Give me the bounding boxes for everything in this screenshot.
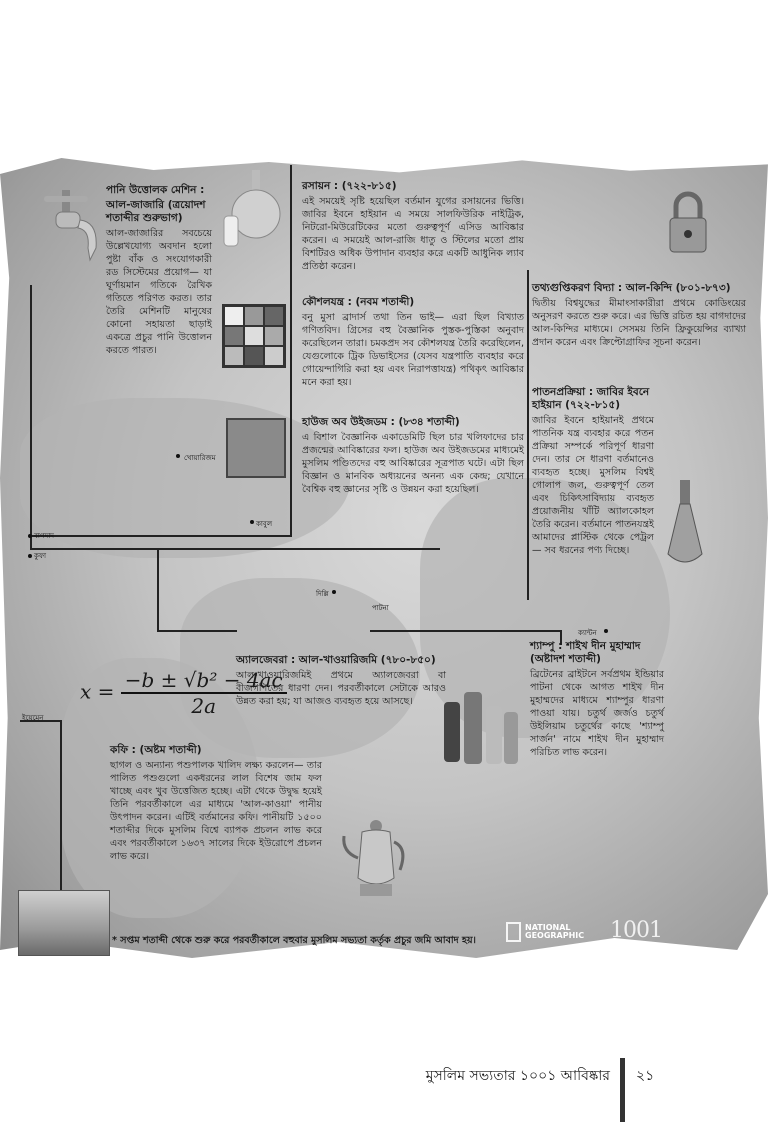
ng-logo-line1: NATIONAL [525,923,571,932]
water-tap-image [40,190,100,270]
bottles-image [440,682,522,768]
ng-logo-line2: GEOGRAPHIC [525,931,585,940]
1001-inventions-logo: 1001 [610,918,662,943]
shampoo-block [530,640,664,759]
place-delhi: দিল্লি [316,590,329,598]
distillation-body: জাবির ইবনে হাইয়ানই প্রথমে পাতনিক যন্ত্র ব্যবহার করে পতন প্রক্রিয়া সম্পর্কে পরিপূর্ণ ধারণা দেন। তার সে ধারণা বর্তমানেও ব্যবহৃত হচ্ছে। মুসলিম বিশ্বই গোলাপ জল, গুরুত্বপূর্ণ তেল এবং চিকিৎসাবিদ্যায় ব্যবহৃত প্রয়োজনীয় খাঁটি অ্যালকোহল তৈরি করেন। বর্তমানে পাতনযন্ত্রই আমাদের প্লাস্টিক থেকে পেট্রল— সব ধরনের পণ্য দিচ্ছে। [532,415,654,556]
place-canton: ক্যান্টন [578,629,597,637]
page-number: ২১ [636,1068,655,1084]
connector-line [30,535,292,537]
water-machine-body: আল-জাজারির সবচেয়ে উল্লেখযোগ্য অবদান হলো পুষ্টা বাঁক ও সংযোগকারী রড সিস্টেমের প্রয়োগ— যা ঘূর্ণায়মান গতিকে রৈখিক গতিতে পরিণত করত। তার তৈরি মেশিনটি মানুষের কোনো সহায়তা ছাড়াই একত্রে প্রচুর পানি উত্তোলন করতে পারত। [106,228,212,356]
algebra-title: অ্যালজেবরা : আল-খাওয়ারিজমি (৭৮০-৮৫০) [236,654,436,666]
place-kabul: কাবুল [256,520,273,528]
connector-line [370,630,560,632]
place-dot [250,520,254,524]
footnote: * সপ্তম শতাব্দী থেকে শুরু করে পরবর্তীকালে বহুবার মুসলিম সভ্যতা কর্তৃক প্রচুর জমি আবাদ হয়। [112,935,476,946]
formula-lhs: x = [80,679,115,704]
formula-fraction [121,668,287,718]
place-khwarizm: খোয়ারিজম [184,454,216,462]
mechanics-block [302,296,524,389]
connector-line [527,270,529,600]
mechanics-title: কৌশলযন্ত্র : (নবম শতাব্দী) [302,296,415,308]
land-mass [20,398,350,558]
house-of-wisdom-title: হাউজ অব উইজডম : (৮৩৪ শতাব্দী) [302,416,460,428]
place-patna: পাটনা [372,604,389,612]
water-machine-subtitle: আল-জাজারি (ত্রয়োদশ শতাব্দীর শুরুভাগ) [106,199,206,224]
mechanics-body: বনু মুসা ব্রাদার্স তথা তিন ভাই— এরা ছিল বিখ্যাত গণিতবিদ। গ্রিসের বহু বৈজ্ঞানিক পুস্তক-পুস্তিকা অনুবাদ করেছিলেন তারা। চমকপ্রদ সব কৌশলযন্ত্র তৈরি করেছিলেন, যেগুলোকে ট্রিক ডিভাইসের (যেসব যন্ত্রপাতি ব্যবহার করে গোয়েন্দাগিরি করা হয় এবং নিরাপত্তাযন্ত্র) পথিকৃৎ আবিষ্কার মনে করা হয়। [302,312,524,388]
chemistry-title: রসায়ন : (৭২২-৮১৫) [302,180,397,192]
place-dot [176,454,180,458]
ng-frame-icon [506,922,521,942]
connector-line [290,165,292,535]
padlock-image [658,190,718,260]
place-dot [604,629,608,633]
coffee-pot-image [340,818,410,908]
connector-line [30,285,32,550]
distillation-block [532,386,654,557]
place-kufa: কুফা [34,552,47,560]
scholars-painting-image [226,418,286,478]
cryptography-title: তথ্যগুপ্তিকরণ বিদ্যা : আল-কিন্দি (৮০১-৮৭৩) [532,282,731,294]
house-of-wisdom-body: এ বিশাল বৈজ্ঞানিক একাডেমিটি ছিল চার খলিফাদের চার প্রজন্মের আবিষ্কারের ফল। হাউজ অব উইজডমের মাধ্যমেই মুসলিম পণ্ডিতদের বহু আবিষ্কারের সূত্রপাত ঘটে। এটা ছিল বিজ্ঞান ও মানবিক অধ্যয়নের অনন্য এক কেন্দ্র; যেখানে বৈশ্বিক বহু জ্ঞানের সৃষ্টি ও উন্নয়ন করা হয়েছিল। [302,432,524,495]
house-of-wisdom-block [302,416,524,496]
cryptography-block [532,282,746,349]
coffee-body: ছাগল ও অন্যান্য পশুপালক খালিদ লক্ষ্য করলেন— তার পালিত পশুগুলো একধরনের লাল বিশেষ জাম ফল খাচ্ছে এবং খুব উত্তেজিত হচ্ছে। এটা থেকে উদ্বুদ্ধ হয়েই তিনি পরবর্তীকালে এর মাধ্যমে 'আল-কাওয়া' পানীয় উৎপাদন করেন। এটিই বর্তমানের কফি। পানীয়টি ১৫০০ শতাব্দীর দিকে মুসলিম বিশ্বে ব্যাপক প্রচলন লাভ করে এবং পরবর্তীকালে ১৬৩৭ সালের দিকে ইউরোপে প্রচলন লাভ করে। [110,760,322,862]
footer-divider [620,1058,625,1122]
place-dot [28,554,32,558]
shampoo-title: শ্যাম্পু : শাইখ দীন মুহাম্মাদ (অষ্টাদশ শতাব্দী) [530,640,641,665]
distillation-title: পাতনপ্রক্রিয়া : জাবির ইবনে হাইয়ান (৭২২-৮১৫) [532,386,650,411]
connector-line [30,548,440,550]
building-photo-image [18,890,110,956]
chemistry-block [302,180,524,273]
footer-book-title: মুসলিম সভ্যতার ১০০১ আবিষ্কার [425,1068,610,1084]
place-yemen: ইয়েমেন [22,714,44,722]
coffee-block [110,744,322,863]
place-dot [332,590,336,594]
shampoo-body: ব্রিটেনের ব্রাইটনে সর্বপ্রথম ইন্ডিয়ার পাটনা থেকে আগত শাইখ দীন মুহাম্মদের মাধ্যমে শ্যাম্পুর ধারণা পাওয়া যায়। চতুর্থ জর্জও চতুর্থ উইলিয়াম চতুর্থের কাছে 'শ্যাম্পু সার্জন' নামে শাইখ দীন মুহাম্মাদ পরিচিত লাভ করেন। [530,669,664,758]
chemistry-flasks-image [222,170,282,250]
coffee-title: কফি : (অষ্টম শতাব্দী) [110,744,202,756]
place-baghdad: বাগদাদ [34,532,54,540]
formula-denominator: 2a [191,694,217,718]
cube-puzzle-image [222,304,286,368]
national-geographic-logo [506,922,584,942]
place-dot [28,534,32,538]
connector-line [157,630,237,632]
algebra-body: আল-খাওয়ারিজমিই প্রথমে অ্যালজেবরা বা বীজগণিতের ধারণা দেন। পরবর্তীকালে সেটাকে আরও উন্নত করা হয়; যা আজও ব্যবহৃত হয়ে আসছে। [236,670,446,707]
water-machine-block [106,184,212,357]
water-machine-title: পানি উত্তোলক মেশিন : [106,184,205,196]
connector-line [60,720,62,910]
connector-line [157,550,159,630]
formula-numerator: −b ± √b² − 4ac [121,668,287,694]
cryptography-body: দ্বিতীয় বিশ্বযুদ্ধের মীমাংসাকারীরা প্রথমে কোডিংয়ের অনুসরণ করতে শুরু করে। এর ভিত্তি রচিত হয় বাগদাদের আল-কিন্দির মাধ্যমে। সেসময় তিনি ফ্রিকুয়েন্সির ব্যাখ্যা প্রদান করেন এবং ক্রিপ্টোগ্রাফির সূচনা করেন। [532,298,746,348]
glass-flask-image [660,480,710,570]
chemistry-body: এই সময়েই সৃষ্টি হয়েছিল বর্তমান যুগের রসায়নের ভিত্তি। জাবির ইবনে হাইয়ান এ সময়ে সালফিউরিক নাইট্রিক, নিটরো-মিউরেটিকের মতো গুরুত্বপূর্ণ এসিড আবিষ্কার করেন। এ সময়েই আল-রাজি ধাতু ও স্টিলের মতো প্রায় বিশটিরও অধিক উপাদান ব্যবহার করে একটি আধুনিক ল্যাব প্রতিষ্ঠা করেন। [302,196,524,272]
quadratic-formula [80,668,287,718]
